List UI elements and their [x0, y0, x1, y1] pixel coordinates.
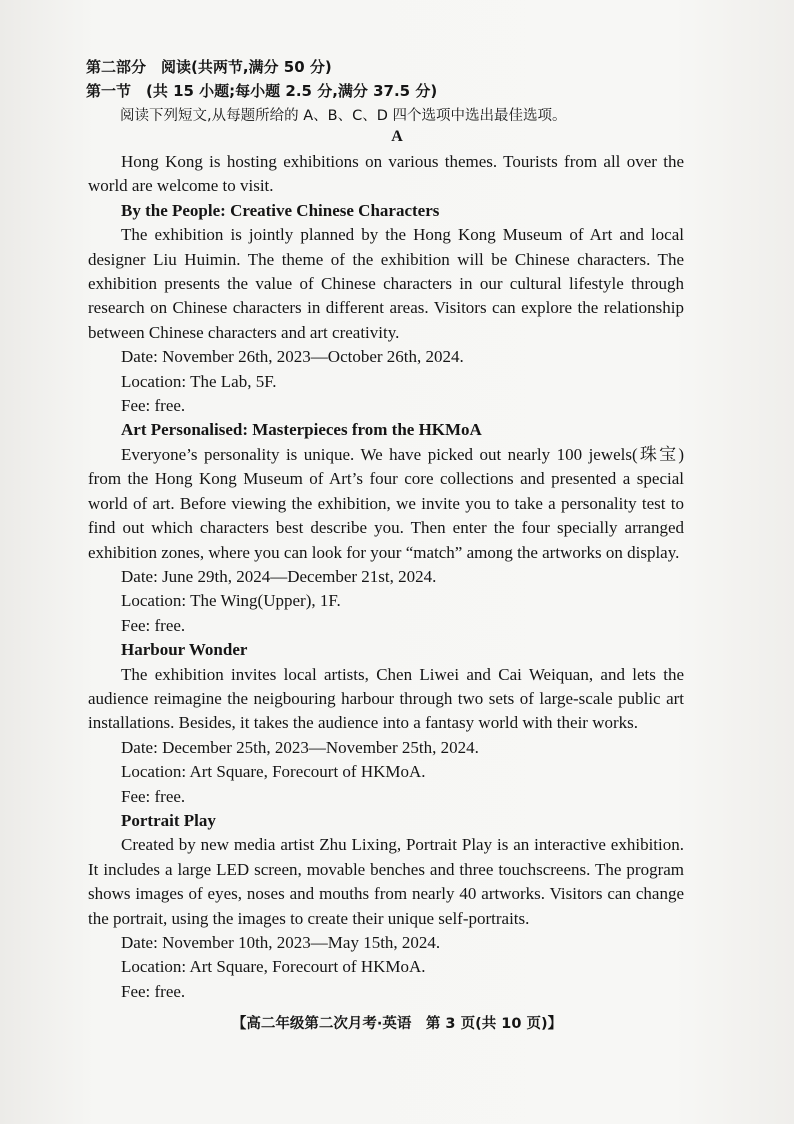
exhibition-date: Date: December 25th, 2023—November 25th, 2024. [121, 737, 479, 757]
exhibition-location: Location: Art Square, Forecourt of HKMoA. [121, 762, 426, 782]
exhibition-description: The exhibition invites local artists, Chen Liwei and Cai Weiquan, and lets the audience reimagine the neigbouring harbour through two sets of large-scale public art installations. Besides, it takes the audience into a fantasy world with their works. [88, 664, 684, 733]
exhibition-location: Location: Art Square, Forecourt of HKMoA. [121, 957, 426, 977]
section-title: 第一节 (共 15 小题;每小题 2.5 分,满分 37.5 分) [86, 82, 438, 100]
exhibition-fee: Fee: free. [121, 396, 186, 416]
exhibition-description: The exhibition is jointly planned by the Hong Kong Museum of Art and local designer Liu Huimin. The theme of the exhibition will be Chinese characters. The exhibition presents the value of Chinese characters in our cultural lifestyle through research on Chinese characters in different areas. Visitors can explore the relationship between Chinese characters and art creativity. [88, 225, 684, 342]
instruction: 阅读下列短文,从每题所给的 A、B、C、D 四个选项中选出最佳选项。 [120, 108, 567, 124]
exhibition-3 [88, 638, 684, 809]
exhibition-fee: Fee: free. [121, 981, 186, 1001]
exhibition-4 [88, 809, 684, 1004]
exhibition-description: Everyone’s personality is unique. We have picked out nearly 100 jewels(珠宝) from the Hong Kong Museum of Art’s four core collections and presented a special world of art. Before viewing the exhibition, we invite you to take a personality test to find out which characters best describe you. Then enter the four specially arranged exhibition zones, where you can look for your “match” among the artworks on display. [88, 444, 684, 562]
exhibition-date: Date: November 26th, 2023—October 26th, 2024. [121, 347, 464, 367]
exhibition-1 [88, 199, 684, 419]
page-footer: 【高二年级第二次月考·英语 第 3 页(共 10 页)】 [231, 1016, 563, 1032]
exhibition-2 [88, 418, 684, 638]
exhibition-fee: Fee: free. [121, 786, 186, 806]
exhibition-location: Location: The Wing(Upper), 1F. [121, 591, 341, 611]
exhibition-description: Created by new media artist Zhu Lixing, Portrait Play is an interactive exhibition. It includes a large LED screen, movable benches and three touchscreens. The program shows images of eyes, noses and mouths from nearly 40 artworks. Visitors can change the portrait, using the images to create their unique self-portraits. [88, 835, 684, 928]
passage-label: A [391, 128, 403, 145]
passage-body [88, 150, 684, 1004]
exhibition-title: By the People: Creative Chinese Characters [121, 200, 440, 220]
exhibition-location: Location: The Lab, 5F. [121, 371, 277, 391]
exhibition-title: Harbour Wonder [121, 640, 248, 660]
intro-paragraph: Hong Kong is hosting exhibitions on various themes. Tourists from all over the world are welcome to visit. [88, 152, 684, 196]
part-title: 第二部分 阅读(共两节,满分 50 分) [86, 58, 332, 76]
exhibition-fee: Fee: free. [121, 615, 186, 635]
exhibition-date: Date: November 10th, 2023—May 15th, 2024. [121, 933, 441, 952]
exhibition-title: Portrait Play [121, 810, 216, 830]
exhibition-title: Art Personalised: Masterpieces from the HKMoA [121, 420, 482, 440]
exhibition-date: Date: June 29th, 2024—December 21st, 2024. [121, 566, 437, 586]
